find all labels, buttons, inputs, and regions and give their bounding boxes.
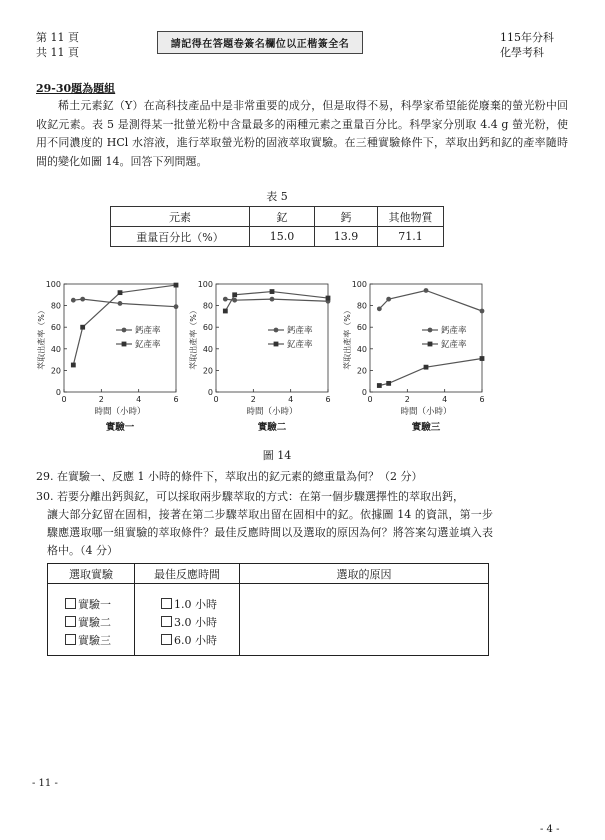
x-tick-label: 2 bbox=[250, 395, 256, 404]
table5-header-row bbox=[111, 207, 444, 227]
x-tick-label: 6 bbox=[325, 395, 331, 404]
table5-cell: 13.9 bbox=[315, 227, 378, 247]
answer-header-reason: 選取的原因 bbox=[240, 564, 489, 584]
checkbox-icon[interactable] bbox=[161, 634, 172, 645]
y-tick-label: 80 bbox=[50, 301, 61, 311]
x-tick-label: 6 bbox=[479, 395, 485, 404]
y-tick-label: 80 bbox=[356, 301, 367, 311]
data-point-square bbox=[174, 283, 179, 288]
table5 bbox=[110, 206, 444, 247]
x-axis-label: 時間（小時） bbox=[94, 407, 146, 417]
y-tick-label: 60 bbox=[202, 323, 213, 333]
y-tick-label: 100 bbox=[45, 280, 61, 289]
legend-label: 鈣產率 bbox=[287, 326, 313, 336]
data-point-circle bbox=[386, 297, 391, 302]
x-tick-label: 2 bbox=[98, 395, 104, 404]
checkbox-icon[interactable] bbox=[161, 598, 172, 609]
legend-label: 釔產率 bbox=[441, 340, 467, 350]
question-group-title: 29-30題為題組 bbox=[36, 82, 116, 95]
answer-table bbox=[47, 563, 489, 656]
answer-header-experiment: 選取實驗 bbox=[48, 564, 135, 584]
data-point-square bbox=[326, 296, 331, 301]
x-tick-label: 0 bbox=[367, 395, 373, 404]
x-tick-label: 2 bbox=[404, 395, 410, 404]
question-30-body: 讓大部分釔留在固相，接著在第二步驟萃取出留在固相中的釔。依據圖 14 的資訊，第一步驟應選取哪一組實驗的萃取條件？最佳反應時間以及選取的原因為何？將答案勾選並填入表格中。（4 分） bbox=[47, 508, 493, 557]
y-tick-label: 0 bbox=[55, 388, 61, 397]
exam-year: 115年分科 bbox=[500, 31, 554, 44]
x-tick-label: 0 bbox=[213, 395, 219, 404]
data-point-circle bbox=[480, 309, 485, 314]
answer-table-body-row bbox=[48, 584, 489, 656]
data-point-square bbox=[424, 365, 429, 370]
table5-cell: 15.0 bbox=[250, 227, 315, 247]
data-point-square bbox=[118, 290, 123, 295]
x-axis-label: 時間（小時） bbox=[400, 407, 452, 417]
experiment-option[interactable] bbox=[65, 596, 134, 614]
y-tick-label: 80 bbox=[202, 301, 213, 311]
checkbox-icon[interactable] bbox=[65, 598, 76, 609]
question-30-first-line: 30. 若要分離出鈣與釔，可以採取兩步驟萃取的方式：在第一個步驟選擇性的萃取出鈣， bbox=[36, 490, 464, 503]
legend-marker-circle bbox=[274, 328, 279, 333]
series-line-1 bbox=[73, 299, 176, 307]
intro-paragraph bbox=[36, 97, 568, 171]
checkbox-icon[interactable] bbox=[65, 634, 76, 645]
time-option-label: 3.0 小時 bbox=[174, 616, 217, 629]
footer-page-left: - 11 - bbox=[32, 778, 58, 789]
legend-label: 釔產率 bbox=[287, 340, 313, 350]
data-point-circle bbox=[270, 297, 275, 302]
legend-label: 鈣產率 bbox=[441, 326, 467, 336]
y-tick-label: 40 bbox=[202, 344, 213, 354]
chart-1 bbox=[36, 280, 179, 433]
exam-subject: 化學考科 bbox=[500, 46, 544, 59]
data-point-square bbox=[71, 363, 76, 368]
data-point-circle bbox=[118, 301, 123, 306]
data-point-circle bbox=[377, 306, 382, 311]
answer-header-time: 最佳反應時間 bbox=[135, 564, 240, 584]
x-tick-label: 4 bbox=[136, 395, 142, 404]
table5-caption: 表 5 bbox=[266, 190, 288, 203]
chart-2 bbox=[188, 280, 331, 433]
x-tick-label: 0 bbox=[61, 395, 67, 404]
y-tick-label: 60 bbox=[356, 323, 367, 333]
data-point-circle bbox=[424, 288, 429, 293]
y-tick-label: 20 bbox=[202, 366, 213, 376]
table5-cell: 重量百分比（%） bbox=[111, 227, 250, 247]
experiment-option[interactable] bbox=[65, 632, 134, 650]
signature-notice: 請記得在答題卷簽名欄位以正楷簽全名 bbox=[157, 31, 363, 54]
table5-header-cell: 其他物質 bbox=[378, 207, 444, 227]
x-tick-label: 6 bbox=[173, 395, 179, 404]
y-tick-label: 100 bbox=[351, 280, 367, 289]
legend-marker-circle bbox=[428, 328, 433, 333]
chart-3 bbox=[342, 280, 485, 433]
data-point-square bbox=[270, 289, 275, 294]
legend-label: 鈣產率 bbox=[135, 326, 161, 336]
legend-label: 釔產率 bbox=[135, 340, 161, 350]
y-axis-label: 萃取出產率（%） bbox=[189, 306, 198, 370]
page-number-total: 共 11 頁 bbox=[36, 46, 79, 59]
data-point-square bbox=[223, 309, 228, 314]
series-line-1 bbox=[225, 299, 328, 301]
y-tick-label: 40 bbox=[50, 344, 61, 354]
experiment-options bbox=[48, 584, 135, 656]
question-29: 29. 在實驗一、反應 1 小時的條件下，萃取出的釔元素的總重量為何？（2 分） bbox=[36, 470, 423, 483]
legend-marker-circle bbox=[122, 328, 127, 333]
figure-14-charts bbox=[36, 270, 572, 440]
time-option[interactable] bbox=[161, 596, 239, 614]
data-point-square bbox=[232, 292, 237, 297]
data-point-circle bbox=[223, 297, 228, 302]
x-tick-label: 4 bbox=[288, 395, 294, 404]
y-tick-label: 60 bbox=[50, 323, 61, 333]
checkbox-icon[interactable] bbox=[161, 616, 172, 627]
time-option[interactable] bbox=[161, 632, 239, 650]
table5-header-cell: 鈣 bbox=[315, 207, 378, 227]
page-number-current: 第 11 頁 bbox=[36, 31, 79, 44]
y-axis-label: 萃取出產率（%） bbox=[37, 306, 46, 370]
figure-caption: 圖 14 bbox=[262, 449, 292, 462]
series-line-2 bbox=[379, 359, 482, 386]
chart-title: 實驗一 bbox=[105, 422, 135, 433]
x-tick-label: 4 bbox=[442, 395, 448, 404]
y-tick-label: 0 bbox=[207, 388, 213, 397]
time-options bbox=[135, 584, 240, 656]
y-tick-label: 100 bbox=[197, 280, 213, 289]
answer-table-header-row bbox=[48, 564, 489, 584]
table5-header-cell: 釔 bbox=[250, 207, 315, 227]
footer-page-right: - 4 - bbox=[540, 824, 560, 835]
table5-header-cell: 元素 bbox=[111, 207, 250, 227]
data-point-circle bbox=[174, 304, 179, 309]
reason-answer-field[interactable] bbox=[240, 584, 489, 656]
series-line-2 bbox=[73, 285, 176, 365]
chart-title: 實驗三 bbox=[411, 422, 441, 433]
table5-data-row bbox=[111, 227, 444, 247]
data-point-circle bbox=[71, 298, 76, 303]
data-point-square bbox=[480, 356, 485, 361]
y-axis-label: 萃取出產率（%） bbox=[343, 306, 352, 370]
y-tick-label: 20 bbox=[50, 366, 61, 376]
checkbox-icon[interactable] bbox=[65, 616, 76, 627]
experiment-option[interactable] bbox=[65, 614, 134, 632]
intro-text: 稀土元素釔（Y）在高科技產品中是非常重要的成分，但是取得不易，科學家希望能從廢棄的螢光粉中回收釔元素。表 5 是測得某一批螢光粉中含量最多的兩種元素之重量百分比。科學家分別取 4.4 g 螢光粉，使用不同濃度的 HCl 水溶液，進行萃取螢光粉的固液萃取實驗。在三種實驗條件下，萃取出鈣和釔的產率隨時間的變化如圖 14。回答下列問題。 bbox=[36, 99, 568, 168]
experiment-option-label: 實驗一 bbox=[78, 598, 111, 611]
y-tick-label: 40 bbox=[356, 344, 367, 354]
table5-cell: 71.1 bbox=[378, 227, 444, 247]
data-point-square bbox=[377, 383, 382, 388]
y-tick-label: 20 bbox=[356, 366, 367, 376]
experiment-option-label: 實驗二 bbox=[78, 616, 111, 629]
chart-title: 實驗二 bbox=[257, 422, 287, 433]
experiment-option-label: 實驗三 bbox=[78, 634, 111, 647]
legend-marker-square bbox=[274, 342, 279, 347]
series-line-1 bbox=[379, 290, 482, 311]
y-tick-label: 0 bbox=[361, 388, 367, 397]
legend-marker-square bbox=[428, 342, 433, 347]
x-axis-label: 時間（小時） bbox=[246, 407, 298, 417]
data-point-square bbox=[386, 381, 391, 386]
time-option-label: 6.0 小時 bbox=[174, 634, 217, 647]
time-option[interactable] bbox=[161, 614, 239, 632]
figure-14 bbox=[36, 270, 572, 440]
time-option-label: 1.0 小時 bbox=[174, 598, 217, 611]
data-point-square bbox=[80, 325, 85, 330]
data-point-circle bbox=[80, 297, 85, 302]
legend-marker-square bbox=[122, 342, 127, 347]
